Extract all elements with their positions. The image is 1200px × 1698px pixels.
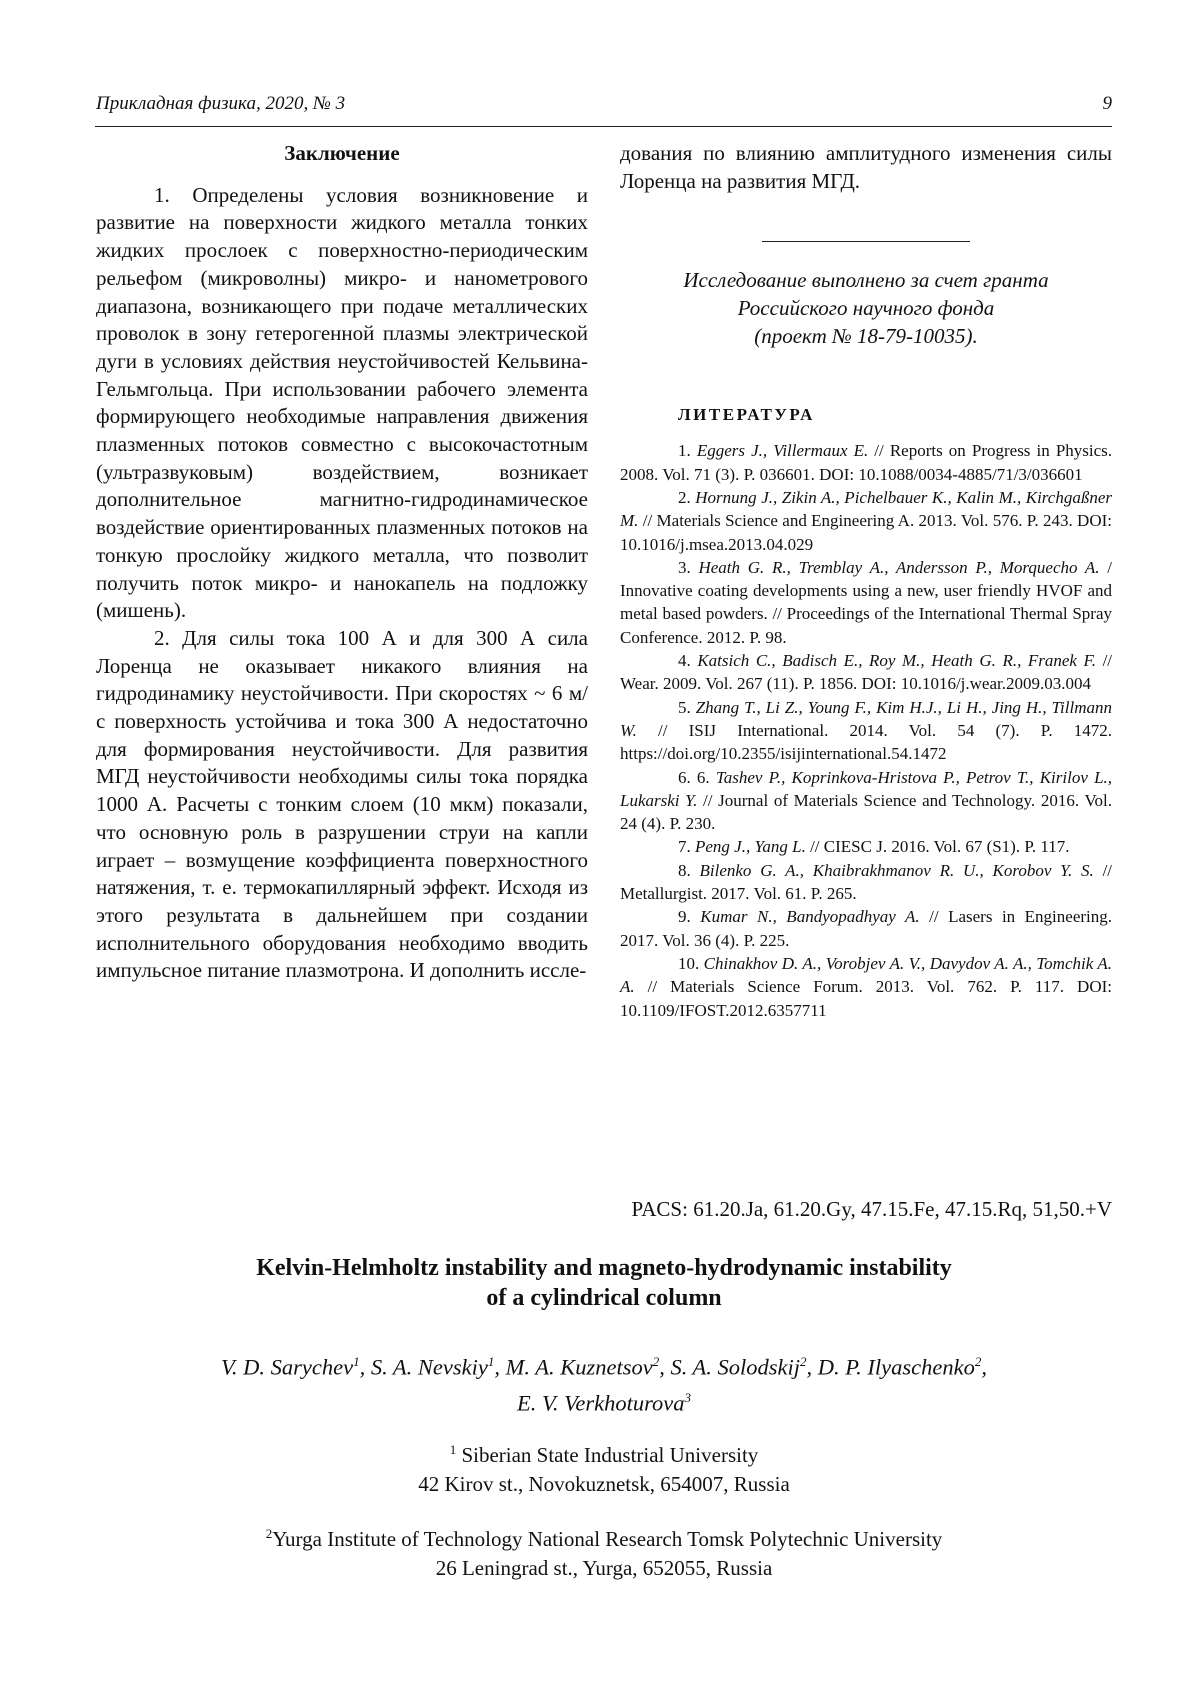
author-name: D. P. Ilyaschenko xyxy=(817,1354,975,1380)
reference-details: // Materials Science Forum. 2013. Vol. 762. P. 117. DOI: 10.1109/IFOST.2012.6357711 xyxy=(620,977,1112,1020)
grant-line: (проект № 18-79-10035). xyxy=(754,324,978,349)
reference-item xyxy=(620,859,1112,906)
reference-authors: Katsich C., Badisch E., Roy M., Heath G. R., Franek F. xyxy=(697,651,1096,671)
reference-authors: Tashev P., Koprinkova-Hristova P., Petrov T., Kirilov L., Lukarski Y. xyxy=(620,767,1113,810)
reference-item xyxy=(620,649,1112,696)
affiliation-2 xyxy=(96,1519,1112,1583)
author-affiliation-mark: 2 xyxy=(800,1354,807,1369)
reference-details: // Metallurgist. 2017. Vol. 61. P. 265. xyxy=(620,860,1113,904)
reference-list xyxy=(620,439,1112,1021)
grant-line: Российского научного фонда xyxy=(737,296,995,321)
reference-details: // Reports on Progress in Physics. 2008. Vol. 71 (3). P. 036601. DOI: 10.1088/0034-4885/71/3/036601 xyxy=(620,441,1113,484)
author-name: S. A. Nevskiy xyxy=(370,1354,488,1380)
reference-authors: Peng J., Yang L. xyxy=(695,837,806,857)
author-affiliation-mark: 2 xyxy=(974,1354,982,1369)
reference-item xyxy=(620,952,1112,1022)
author-affiliation-mark: 2 xyxy=(652,1354,660,1369)
reference-number: 8. xyxy=(678,860,691,880)
reference-number: 9. xyxy=(678,907,691,927)
grant-line: Исследование выполнено за счет гранта xyxy=(683,268,1049,293)
author-name: V. D. Sarychev xyxy=(221,1354,354,1380)
journal-name: Прикладная физика, 2020, № 3 xyxy=(96,93,346,114)
author-affiliation-mark: 3 xyxy=(684,1389,691,1405)
reference-details: // Materials Science and Engineering A. 2013. Vol. 576. P. 243. DOI: 10.1016/j.msea.2013.04.029 xyxy=(620,511,1112,554)
article-title xyxy=(96,1253,1112,1313)
reference-details: // CIESC J. 2016. Vol. 67 (S1). P. 117. xyxy=(805,837,1070,857)
affiliation-1 xyxy=(96,1435,1112,1499)
grant-acknowledgement xyxy=(620,266,1112,350)
reference-item xyxy=(620,696,1112,766)
reference-item xyxy=(620,766,1112,836)
reference-authors: Hornung J., Zikin A., Pichelbauer K., Kalin M., Kirchgaßner M. xyxy=(620,488,1113,531)
conclusion-paragraph-2: 2. Для силы тока 100 А и для 300 А сила Лоренца не оказывает никакого влияния на гидродинамику неустойчивости. При скоростях ~ 6 м/с поверхность устойчива и тока 300 А недостаточно для формирования неустойчивости. Для развития МГД неустойчивости необходимы силы тока порядка 1000 А. Расчеты с тонким слоем (10 мкм) показали, что основную роль в разрушении струи на капли играет – возмущение коэффициента поверхностного натяжения, т. е. термокапиллярный эффект. Исходя из этого результата в дальнейшем при создании исполнительного оборудования необходимо вводить импульсное питание плазмотрона. И дополнить иссле- xyxy=(96,625,588,983)
conclusion-continuation: дования по влиянию амплитудного изменения силы Лоренца на развития МГД. xyxy=(620,141,1112,193)
author-name: E. V. Verkhoturova xyxy=(517,1390,685,1415)
reference-number: 5. xyxy=(678,697,691,717)
affiliation-mark: 2 xyxy=(265,1526,273,1541)
reference-number: 4. xyxy=(678,651,691,671)
reference-item xyxy=(620,556,1112,649)
reference-details: // Lasers in Engineering. 2017. Vol. 36 (4). P. 225. xyxy=(620,907,1113,950)
author-name: M. A. Kuznetsov xyxy=(505,1354,653,1380)
article-title-line: Kelvin-Helmholtz instability and magneto-hydrodynamic instability xyxy=(256,1255,952,1281)
affiliation-institution: Yurga Institute of Technology National Research Tomsk Polytechnic University xyxy=(272,1527,943,1551)
author-affiliation-mark: 1 xyxy=(353,1354,360,1369)
affiliation-address: 26 Leningrad st., Yurga, 652055, Russia xyxy=(435,1556,773,1580)
reference-details: // Wear. 2009. Vol. 267 (11). P. 1856. DOI: 10.1016/j.wear.2009.03.004 xyxy=(620,651,1113,694)
conclusion-heading: Заключение xyxy=(284,141,400,165)
reference-details: // ISIJ International. 2014. Vol. 54 (7). P. 1472. https://doi.org/10.2355/isijinternational.54.1472 xyxy=(620,720,1112,764)
author-affiliation-mark: 1 xyxy=(487,1354,495,1369)
reference-authors: Heath G. R., Tremblay A., Andersson P., Morquecho A. xyxy=(698,557,1100,577)
reference-number: 1. xyxy=(678,441,691,461)
reference-details: // Journal of Materials Science and Technology. 2016. Vol. 24 (4). P. 230. xyxy=(620,790,1112,834)
pacs-codes: PACS: 61.20.Ja, 61.20.Gy, 47.15.Fe, 47.15.Rq, 51,50.+V xyxy=(631,1197,1112,1221)
affiliation-mark: 1 xyxy=(449,1442,457,1457)
right-column xyxy=(620,140,1112,1022)
affiliation-institution: Siberian State Industrial University xyxy=(461,1443,759,1467)
left-column xyxy=(96,140,588,985)
reference-number: 7. xyxy=(678,837,691,857)
separator-rule xyxy=(762,241,970,242)
reference-item xyxy=(620,905,1112,952)
author-name: S. A. Solodskij xyxy=(670,1354,801,1380)
header-rule xyxy=(95,126,1112,127)
reference-item xyxy=(620,835,1112,858)
reference-authors: Zhang T., Li Z., Young F., Kim H.J., Li H., Jing H., Tillmann W. xyxy=(620,697,1113,740)
reference-authors: Bilenko G. A., Khaibrakhmanov R. U., Korobov Y. S. xyxy=(699,860,1094,880)
reference-item xyxy=(620,486,1112,556)
author-list: V. D. Sarychev$^1$, S. A. Nevskiy$^1$, M. A. Kuznetsov$^2$, S. A. Solodskij$^2$, D. P. Ilyaschenko$^2$, E. V. Verkhoturova$^3$ xyxy=(221,1354,987,1415)
reference-number: 10. xyxy=(678,953,700,973)
reference-authors: Chinakhov D. A., Vorobjev A. V., Davydov A. A., Tomchik A. A. xyxy=(620,953,1112,997)
page-number: 9 xyxy=(1102,93,1112,114)
reference-details: / Innovative coating developments using a new, user friendly HVOF and metal based powders. // Proceedings of the International Thermal Spray Conference. 2012. P. 98. xyxy=(620,557,1112,647)
reference-number: 6. 6. xyxy=(678,767,710,787)
running-header xyxy=(96,93,1112,115)
literature-heading: ЛИТЕРАТУРА xyxy=(678,405,815,425)
affiliation-address: 42 Kirov st., Novokuznetsk, 654007, Russia xyxy=(418,1472,790,1496)
reference-item xyxy=(620,439,1112,486)
conclusion-paragraph-1: 1. Определены условия возникновение и развитие на поверхности жидкого металла тонких жидких прослоек с поверхностно-периодическим рельефом (микроволны) микро- и нанометрового диапазона, возникающего при подаче металлических проволок в зону гетерогенной плазмы электрической дуги в условиях действия неустойчивостей Кельвина-Гельмгольца. При использовании рабочего элемента формирующего необходимые направления движения плазменных потоков совместно с высокочастотным (ультразвуковым) воздействием, возникает дополнительное магнитно-гидродинамическое воздействие ориентированных плазменных потоков на тонкую прослойку жидкого металла, что позволит получить поток микро- и нанокапель на подложку (мишень). xyxy=(96,182,588,623)
reference-authors: Eggers J., Villermaux E. xyxy=(696,441,869,461)
article-title-line: of a cylindrical column xyxy=(486,1285,722,1311)
reference-number: 3. xyxy=(678,557,691,577)
reference-authors: Kumar N., Bandyopadhyay A. xyxy=(700,907,920,927)
reference-number: 2. xyxy=(678,488,691,507)
